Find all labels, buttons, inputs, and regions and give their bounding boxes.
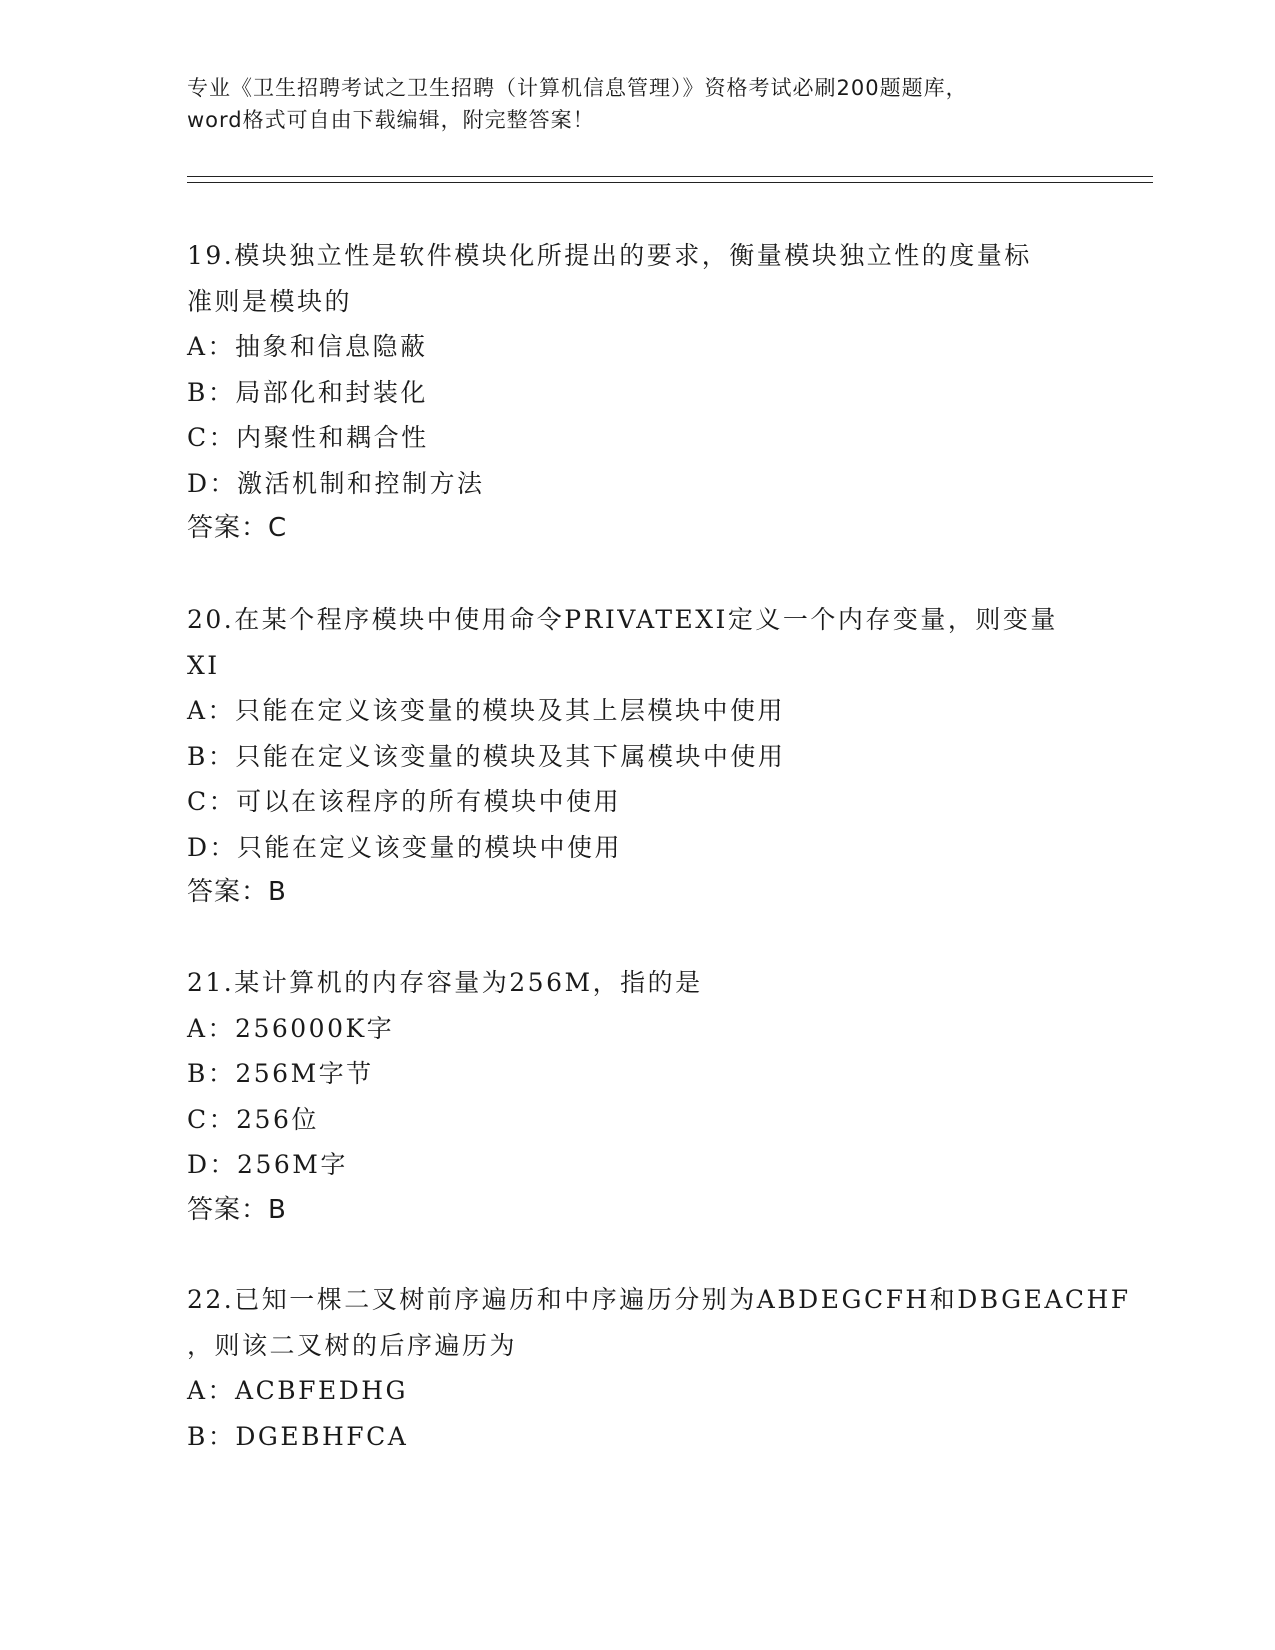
question-stem-line: XI bbox=[187, 650, 220, 680]
header-title-line1: 专业《卫生招聘考试之卫生招聘（计算机信息管理）》资格考试必刷200题题库， bbox=[187, 76, 968, 100]
question-stem-line: 准则是模块的 bbox=[187, 286, 353, 316]
question-stem-line: 21.某计算机的内存容量为256M，指的是 bbox=[187, 968, 703, 997]
question-20 bbox=[187, 597, 1087, 916]
question-stem-line: 20.在某个程序模块中使用命令PRIVATEXI定义一个内存变量，则变量 bbox=[187, 605, 1058, 634]
question-19 bbox=[187, 233, 1087, 552]
option-d: D：256M字 bbox=[187, 1150, 348, 1179]
option-d: D：激活机制和控制方法 bbox=[187, 468, 485, 498]
option-c: C：可以在该程序的所有模块中使用 bbox=[187, 787, 622, 816]
option-a: A：只能在定义该变量的模块及其上层模块中使用 bbox=[187, 696, 786, 725]
option-a: A：抽象和信息隐蔽 bbox=[187, 332, 428, 361]
option-a: A：ACBFEDHG bbox=[187, 1376, 409, 1405]
question-stem-line: 19.模块独立性是软件模块化所提出的要求，衡量模块独立性的度量标 bbox=[187, 241, 1032, 270]
option-d: D：只能在定义该变量的模块中使用 bbox=[187, 832, 623, 862]
answer-line: 答案：B bbox=[187, 877, 287, 907]
option-a: A：256000K字 bbox=[187, 1013, 395, 1043]
header-title-line2: word格式可自由下载编辑，附完整答案！ bbox=[187, 108, 595, 132]
answer-line: 答案：B bbox=[187, 1194, 287, 1225]
question-22 bbox=[187, 1277, 1131, 1459]
header-divider-bottom bbox=[187, 182, 1153, 183]
option-b: B：256M字节 bbox=[187, 1059, 374, 1088]
option-b: B：局部化和封装化 bbox=[187, 377, 428, 407]
document-header bbox=[187, 72, 1087, 136]
option-b: B：DGEBHFCA bbox=[187, 1421, 409, 1451]
answer-line: 答案：C bbox=[187, 513, 288, 543]
question-stem-line: ，则该二叉树的后序遍历为 bbox=[187, 1330, 518, 1360]
option-c: C：内聚性和耦合性 bbox=[187, 423, 429, 452]
question-21 bbox=[187, 960, 1087, 1233]
header-divider-top bbox=[187, 176, 1153, 177]
question-stem-line: 22.已知一棵二叉树前序遍历和中序遍历分别为ABDEGCFH和DBGEACHF bbox=[187, 1285, 1131, 1314]
option-c: C：256位 bbox=[187, 1104, 319, 1134]
option-b: B：只能在定义该变量的模块及其下属模块中使用 bbox=[187, 741, 786, 771]
